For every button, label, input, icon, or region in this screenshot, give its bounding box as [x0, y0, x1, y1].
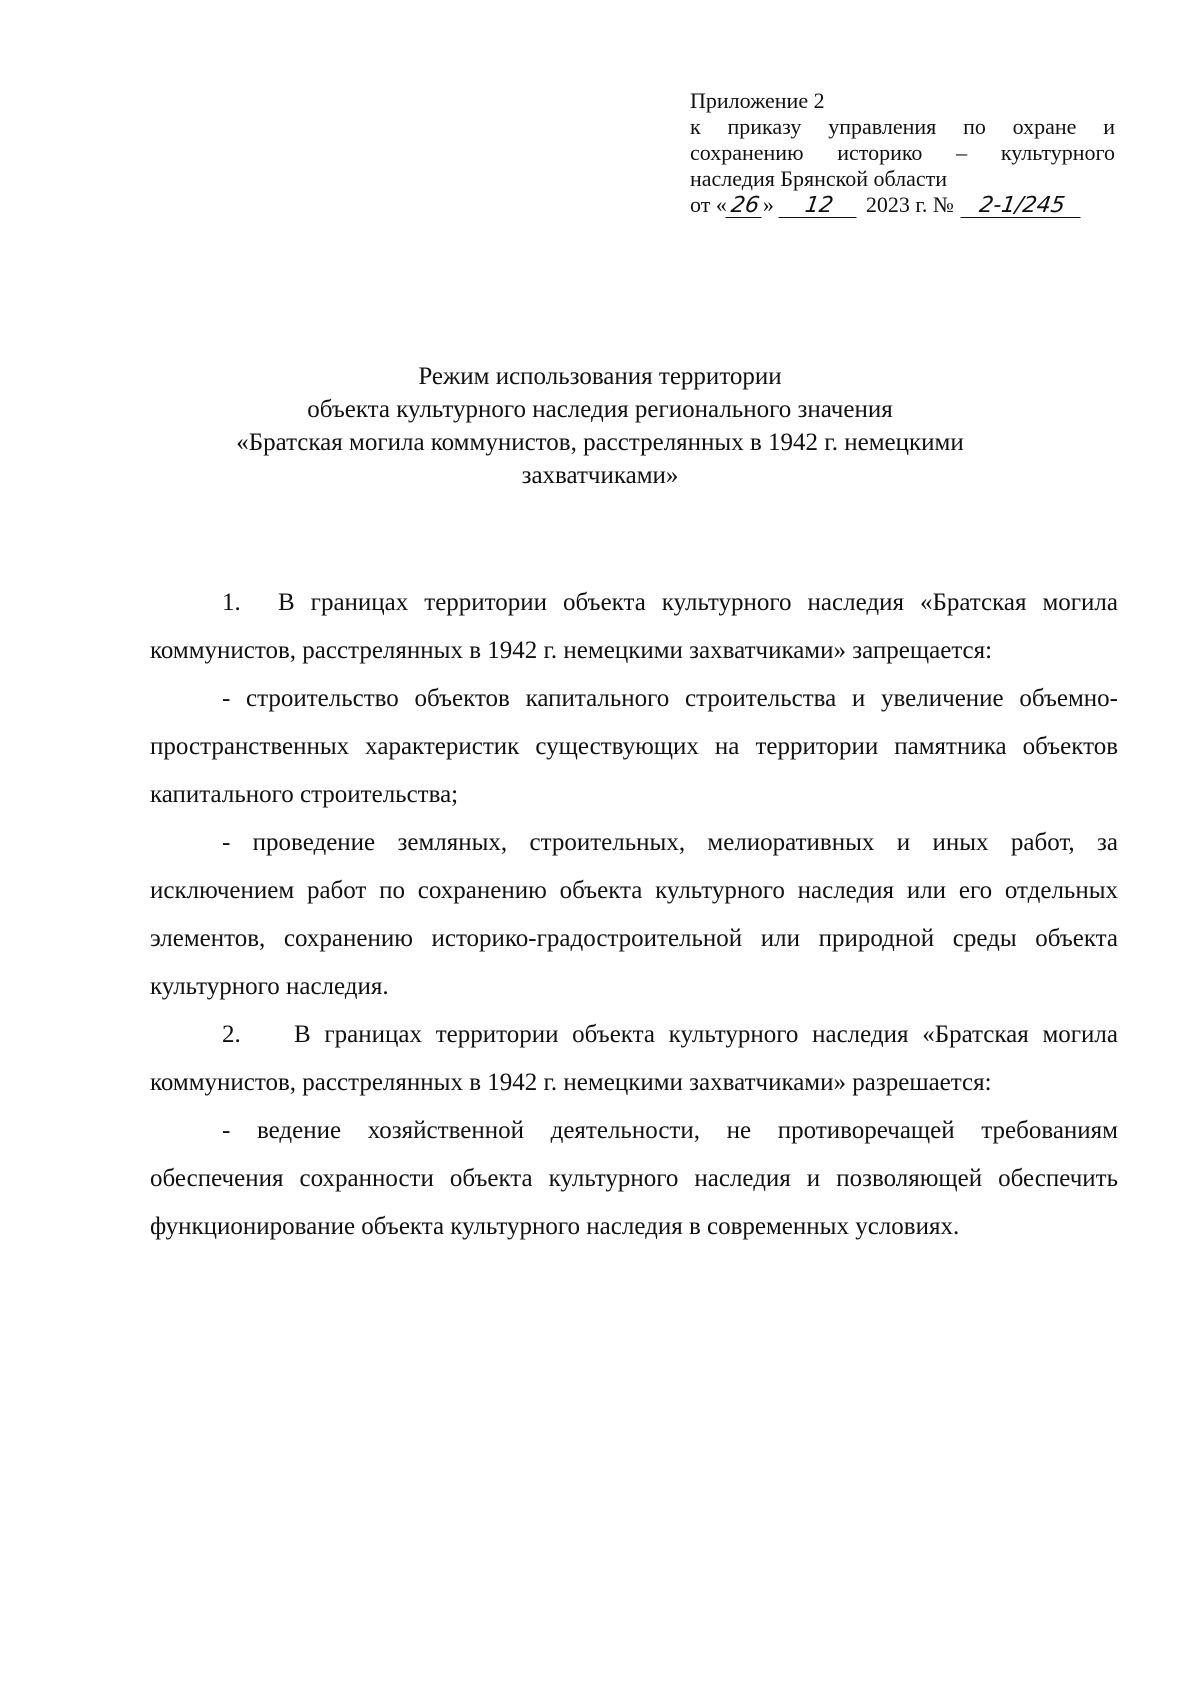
- appendix-line: наследия Брянской области: [690, 166, 948, 191]
- appendix-title: Приложение 2: [690, 88, 825, 113]
- handwritten-day: 26: [725, 195, 764, 218]
- title-line: Режим использования территории: [418, 363, 782, 390]
- document-title: [130, 360, 1070, 492]
- bullet-paragraph: - строительство объектов капитального строительства и увеличение объемно-пространственных характеристик существующих на территории памятника объектов капитального строительства;: [150, 685, 1118, 808]
- paragraph-item-1: [150, 579, 1118, 675]
- paragraph-item-2: [150, 1011, 1118, 1107]
- title-line: объекта культурного наследия регионального значения: [307, 396, 893, 423]
- item-text: В границах территории объекта культурного наследия «Братская могила коммунистов, расстрелянных в 1942 г. немецкими захватчиками» разрешается:: [150, 1021, 1118, 1096]
- appendix-line: к приказу управления по охране и: [690, 114, 1115, 139]
- appendix-line: сохранению историко – культурного: [690, 140, 1115, 165]
- bullet-paragraph: - ведение хозяйственной деятельности, не противоречащей требованиям обеспечения сохранности объекта культурного наследия и позволяющей обеспечить функционирование объекта культурного наследия в современных условиях.: [150, 1117, 1118, 1240]
- date-mid: »: [762, 192, 774, 217]
- document-body: [150, 579, 1118, 1251]
- title-line: захватчиками»: [521, 462, 679, 489]
- handwritten-order-number: 2-1/245: [960, 195, 1083, 218]
- appendix-block: [690, 88, 1115, 218]
- title-line: «Братская могила коммунистов, расстрелянных в 1942 г. немецкими: [236, 429, 964, 456]
- handwritten-month: 12: [778, 195, 859, 218]
- item-number: 1.: [222, 589, 241, 616]
- appendix-date-line: [690, 192, 1115, 218]
- date-prefix: от «: [690, 192, 727, 217]
- item-number: 2.: [222, 1021, 241, 1048]
- bullet-paragraph: - проведение земляных, строительных, мелиоративных и иных работ, за исключением работ по сохранению объекта культурного наследия или его отдельных элементов, сохранению историко-градостроительной или природной среды объекта культурного наследия.: [150, 829, 1118, 1000]
- item-text: В границах территории объекта культурного наследия «Братская могила коммунистов, расстрелянных в 1942 г. немецкими захватчиками» запрещается:: [150, 589, 1118, 664]
- date-year: 2023 г. №: [865, 192, 954, 217]
